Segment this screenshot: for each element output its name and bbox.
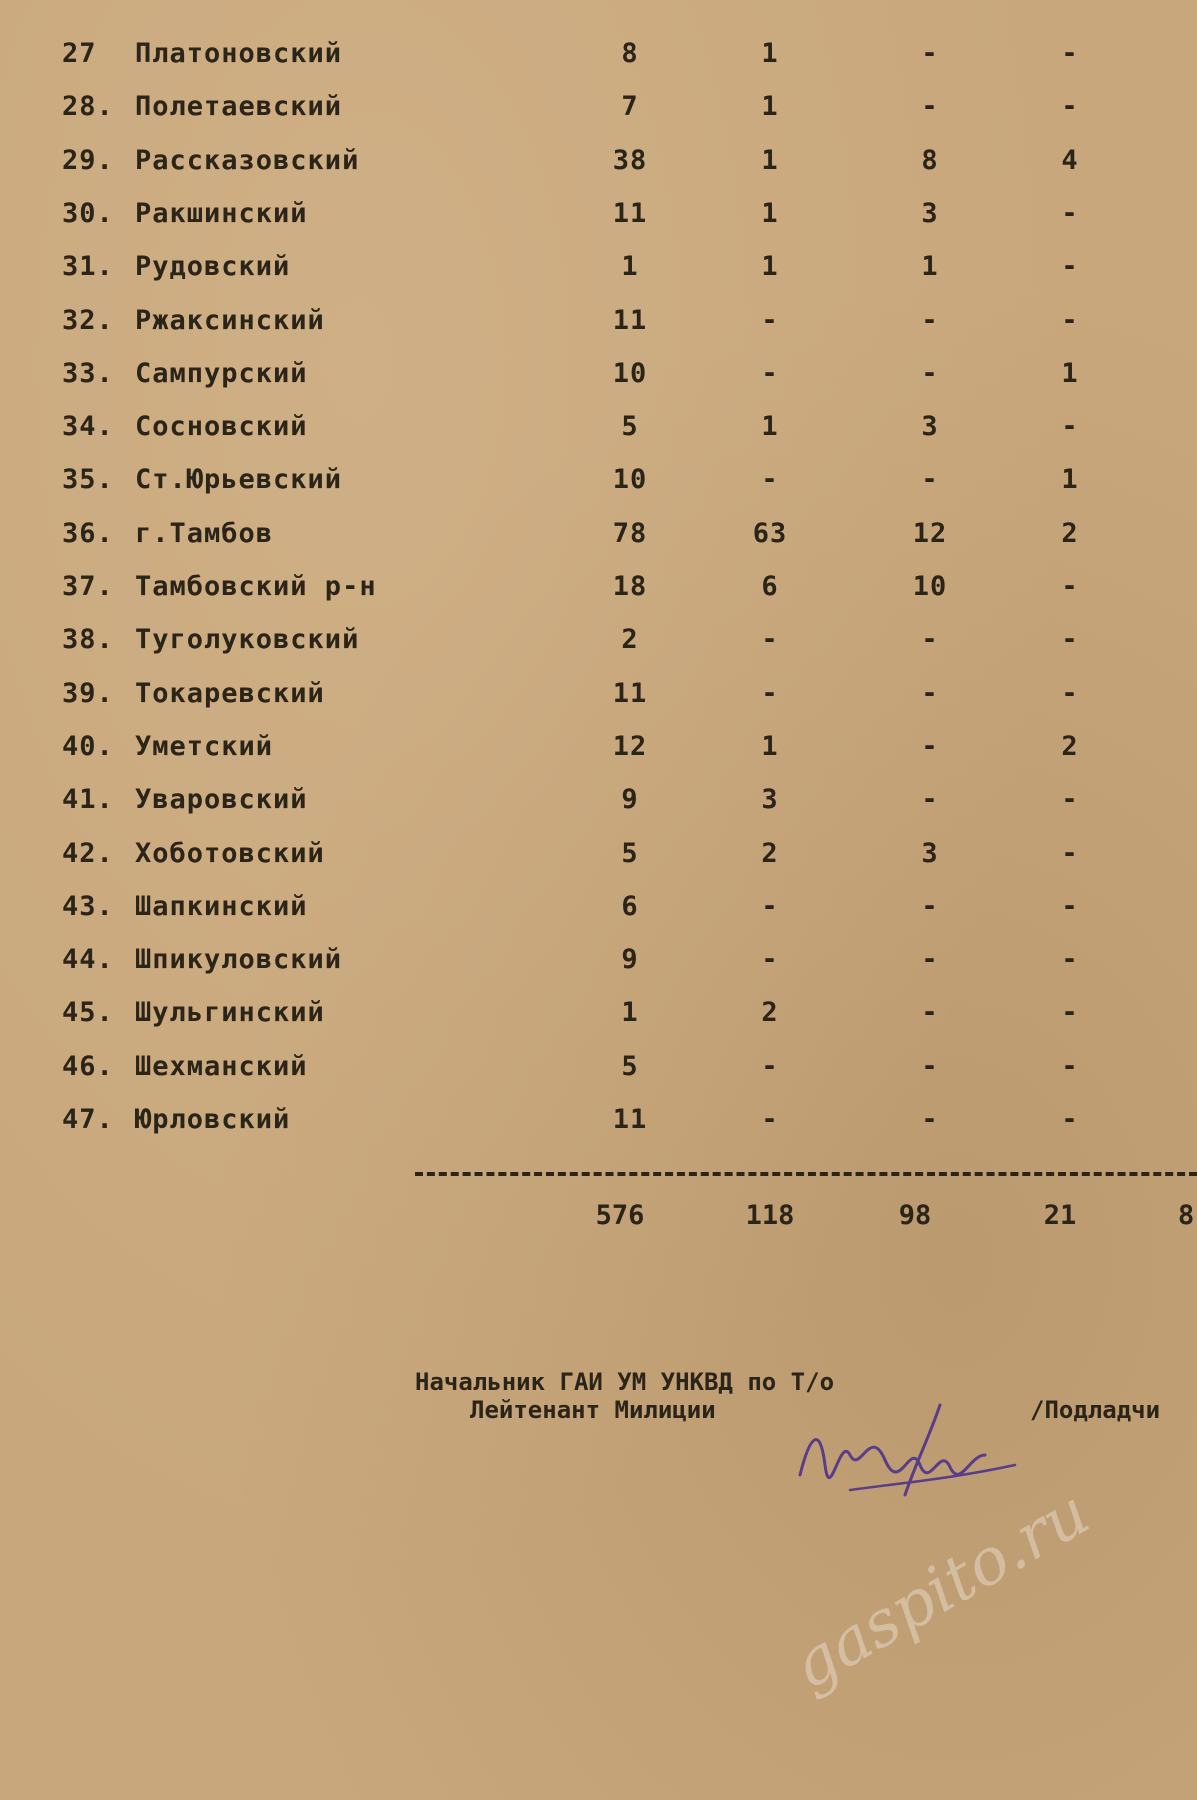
- row-number: 39.: [62, 678, 114, 709]
- row-number: 34.: [62, 411, 114, 442]
- table-row: [0, 571, 1197, 611]
- col-2-value: -: [761, 464, 779, 495]
- col-1-value: 9: [621, 944, 639, 975]
- col-2-value: 1: [761, 251, 779, 282]
- district-name: Шапкинский: [135, 891, 308, 922]
- col-4-value: 1: [1061, 464, 1079, 495]
- col-4-value: -: [1061, 38, 1079, 69]
- row-number: 42.: [62, 838, 114, 869]
- total-col-4: 21: [1043, 1200, 1077, 1231]
- signatory-rank: Лейтенант Милиции: [470, 1396, 716, 1424]
- totals-row: [0, 1200, 1197, 1240]
- row-number: 31.: [62, 251, 114, 282]
- row-number: 41.: [62, 784, 114, 815]
- col-2-value: 1: [761, 411, 779, 442]
- col-1-value: 2: [621, 624, 639, 655]
- col-1-value: 12: [612, 731, 648, 762]
- col-1-value: 11: [612, 678, 648, 709]
- total-col-2: 118: [745, 1200, 795, 1231]
- handwritten-signature: [790, 1395, 1030, 1505]
- col-4-value: -: [1061, 624, 1079, 655]
- signatory-name: /Подладчи: [1030, 1396, 1161, 1424]
- col-4-value: -: [1061, 251, 1079, 282]
- col-4-value: -: [1061, 91, 1079, 122]
- col-2-value: 1: [761, 731, 779, 762]
- col-4-value: -: [1061, 198, 1079, 229]
- col-4-value: 2: [1061, 518, 1079, 549]
- col-3-value: 12: [912, 518, 948, 549]
- col-2-value: 1: [761, 145, 779, 176]
- col-3-value: -: [921, 944, 939, 975]
- row-number: 36.: [62, 518, 114, 549]
- col-3-value: -: [921, 624, 939, 655]
- col-3-value: -: [921, 678, 939, 709]
- table-row: [0, 784, 1197, 824]
- col-1-value: 8: [621, 38, 639, 69]
- col-1-value: 5: [621, 411, 639, 442]
- table-row: [0, 411, 1197, 451]
- col-2-value: -: [761, 1051, 779, 1082]
- col-2-value: 63: [752, 518, 788, 549]
- col-4-value: 4: [1061, 145, 1079, 176]
- table-row: [0, 838, 1197, 878]
- district-name: Юрловский: [135, 1104, 291, 1135]
- col-1-value: 5: [621, 838, 639, 869]
- col-1-value: 11: [612, 198, 648, 229]
- totals-divider: [415, 1172, 1197, 1176]
- col-2-value: 6: [761, 571, 779, 602]
- col-3-value: -: [921, 38, 939, 69]
- table-row: [0, 145, 1197, 185]
- col-1-value: 38: [612, 145, 648, 176]
- col-2-value: -: [761, 358, 779, 389]
- col-3-value: -: [921, 358, 939, 389]
- col-1-value: 78: [612, 518, 648, 549]
- row-number: 35.: [62, 464, 114, 495]
- district-name: Шульгинский: [135, 997, 325, 1028]
- district-name: Платоновский: [135, 38, 343, 69]
- col-4-value: -: [1061, 1104, 1079, 1135]
- table-row: [0, 464, 1197, 504]
- row-number: 28.: [62, 91, 114, 122]
- row-number: 47.: [62, 1104, 114, 1135]
- col-3-value: 10: [912, 571, 948, 602]
- col-3-value: 8: [921, 145, 939, 176]
- table-row: [0, 305, 1197, 345]
- table-row: [0, 358, 1197, 398]
- col-4-value: 2: [1061, 731, 1079, 762]
- col-4-value: -: [1061, 891, 1079, 922]
- table-row: [0, 1051, 1197, 1091]
- district-name: Рудовский: [135, 251, 291, 282]
- district-name: Рассказовский: [135, 145, 360, 176]
- district-name: Уметский: [135, 731, 274, 762]
- col-4-value: -: [1061, 305, 1079, 336]
- col-1-value: 6: [621, 891, 639, 922]
- table-row: [0, 198, 1197, 238]
- col-2-value: 1: [761, 38, 779, 69]
- col-4-value: -: [1061, 1051, 1079, 1082]
- district-name: Шпикуловский: [135, 944, 343, 975]
- col-2-value: 1: [761, 91, 779, 122]
- row-number: 46.: [62, 1051, 114, 1082]
- table-row: [0, 1104, 1197, 1144]
- col-2-value: 2: [761, 997, 779, 1028]
- col-1-value: 10: [612, 358, 648, 389]
- col-3-value: -: [921, 731, 939, 762]
- table-row: [0, 91, 1197, 131]
- watermark: gaspito.ru: [780, 1475, 1102, 1705]
- col-4-value: -: [1061, 784, 1079, 815]
- district-name: Токаревский: [135, 678, 325, 709]
- table-row: [0, 731, 1197, 771]
- col-1-value: 1: [621, 251, 639, 282]
- col-3-value: 3: [921, 838, 939, 869]
- col-1-value: 10: [612, 464, 648, 495]
- col-3-value: -: [921, 1051, 939, 1082]
- table-row: [0, 997, 1197, 1037]
- row-number: 45.: [62, 997, 114, 1028]
- col-4-value: -: [1061, 997, 1079, 1028]
- row-number: 37.: [62, 571, 114, 602]
- col-1-value: 9: [621, 784, 639, 815]
- district-name: Сосновский: [135, 411, 308, 442]
- district-name: Шехманский: [135, 1051, 308, 1082]
- col-3-value: 3: [921, 198, 939, 229]
- district-name: Сампурский: [135, 358, 308, 389]
- district-name: г.Тамбов: [135, 518, 274, 549]
- col-3-value: -: [921, 1104, 939, 1135]
- col-1-value: 1: [621, 997, 639, 1028]
- row-number: 32.: [62, 305, 114, 336]
- col-1-value: 5: [621, 1051, 639, 1082]
- table-row: [0, 944, 1197, 984]
- district-name: Ракшинский: [135, 198, 308, 229]
- district-name: Хоботовский: [135, 838, 325, 869]
- col-3-value: -: [921, 784, 939, 815]
- table-row: [0, 518, 1197, 558]
- row-number: 43.: [62, 891, 114, 922]
- district-name: Туголуковский: [135, 624, 360, 655]
- col-2-value: -: [761, 1104, 779, 1135]
- district-name: Тамбовский р-н: [135, 571, 377, 602]
- signatory-title: Начальник ГАИ УМ УНКВД по Т/о: [415, 1368, 835, 1396]
- col-3-value: -: [921, 464, 939, 495]
- col-2-value: -: [761, 678, 779, 709]
- col-2-value: 1: [761, 198, 779, 229]
- col-4-value: -: [1061, 678, 1079, 709]
- table-row: [0, 891, 1197, 931]
- col-2-value: 2: [761, 838, 779, 869]
- district-name: Полетаевский: [135, 91, 343, 122]
- col-3-value: 1: [921, 251, 939, 282]
- district-name: Ст.Юрьевский: [135, 464, 343, 495]
- total-col-3: 98: [898, 1200, 932, 1231]
- col-1-value: 7: [621, 91, 639, 122]
- table-row: [0, 251, 1197, 291]
- table-row: [0, 624, 1197, 664]
- col-1-value: 11: [612, 305, 648, 336]
- row-number: 30.: [62, 198, 114, 229]
- district-name: Уваровский: [135, 784, 308, 815]
- total-col-1: 576: [595, 1200, 645, 1231]
- col-1-value: 18: [612, 571, 648, 602]
- row-number: 29.: [62, 145, 114, 176]
- col-4-value: -: [1061, 571, 1079, 602]
- district-name: Ржаксинский: [135, 305, 325, 336]
- col-2-value: -: [761, 305, 779, 336]
- col-4-value: -: [1061, 944, 1079, 975]
- table-row: [0, 678, 1197, 718]
- col-4-value: 1: [1061, 358, 1079, 389]
- col-3-value: -: [921, 91, 939, 122]
- col-3-value: 3: [921, 411, 939, 442]
- row-number: 38.: [62, 624, 114, 655]
- col-2-value: 3: [761, 784, 779, 815]
- total-col-5: 8: [1178, 1200, 1195, 1231]
- row-number: 27: [62, 38, 97, 69]
- col-2-value: -: [761, 944, 779, 975]
- col-1-value: 11: [612, 1104, 648, 1135]
- col-2-value: -: [761, 624, 779, 655]
- row-number: 40.: [62, 731, 114, 762]
- col-4-value: -: [1061, 838, 1079, 869]
- col-3-value: -: [921, 997, 939, 1028]
- col-3-value: -: [921, 891, 939, 922]
- col-2-value: -: [761, 891, 779, 922]
- table-row: [0, 38, 1197, 78]
- col-4-value: -: [1061, 411, 1079, 442]
- row-number: 44.: [62, 944, 114, 975]
- col-3-value: -: [921, 305, 939, 336]
- row-number: 33.: [62, 358, 114, 389]
